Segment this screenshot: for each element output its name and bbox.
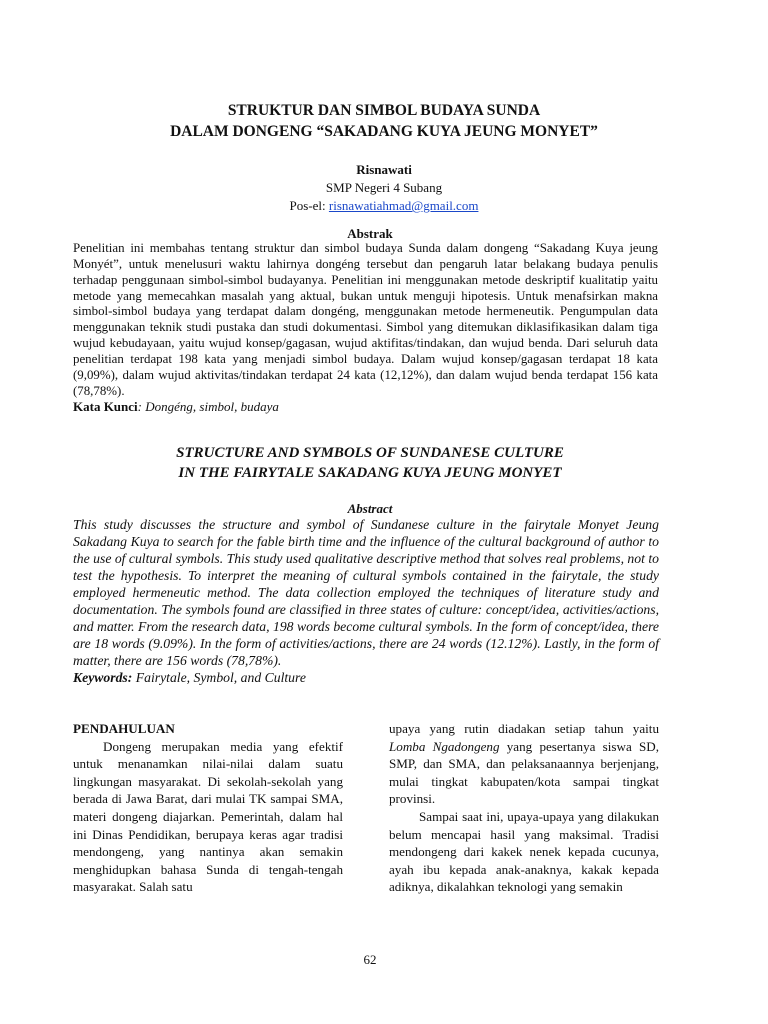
abstrak-body: Penelitian ini membahas tentang struktur dan simbol budaya Sunda dalam dongeng “Sakadang Kuya jeung Monyét”, untuk menelusuri waktu lahirnya dongéng tersebut dan pengaruh latar belakang budaya penulis terhadap penggunaan simbol-simbol budayanya. Penelitian ini menggunakan metode deskriptif kualitatip yaitu metode yang memecahkan masalah yang aktual, bukan untuk menguji hipotesis. Untuk menafsirkan makna simbol-simbol budaya yang terdapat dalam dongéng, menggunakan metode hermeneutik. Pengumpulan data menggunakan teknik studi pustaka dan studi dokumentasi. Simbol yang ditemukan diklasifikasikan dalam tiga wujud kebudayaan, yaitu wujud konsep/gagasan, wujud aktifitas/tindakan, dan wujud benda. Dari seluruh data penelitian terdapat 198 kata yang menjadi simbol budaya. Dalam wujud konsep/gagasan terdapat 18 kata (9,09%), dalam wujud aktivitas/tindakan terdapat 24 kata (12,12%), dan dalam wujud benda terdapat 156 kata (78,78%). [73,241,658,398]
page-number: 62 [363,952,377,967]
lomba-ngadongeng-term: Lomba Ngadongeng [389,738,500,754]
right-paragraph-2: Sampai saat ini, upaya-upaya yang dilakukan belum mencapai hasil yang maksimal. Tradisi mendongeng dari kakek nenek kepada cucunya, ayah ibu kepada anak-anaknya, kakak kepada adiknya, dikalahkan teknologi yang semakin [389,808,659,895]
english-title-line-1: STRUCTURE AND SYMBOLS OF SUNDANESE CULTURE [176,445,564,461]
title-line-2: DALAM DONGENG “SAKADANG KUYA JEUNG MONYET” [170,123,598,140]
english-title-line-2: IN THE FAIRYTALE SAKADANG KUYA JEUNG MONYET [178,465,562,481]
kata-kunci-label: Kata Kunci [73,399,138,415]
section-heading-pendahuluan: PENDAHULUAN [73,721,175,736]
kata-kunci-values: : Dongéng, simbol, budaya [137,399,279,415]
abstrak-section [73,241,658,415]
title-line-1: STRUKTUR DAN SIMBOL BUDAYA SUNDA [227,102,541,119]
article-title [0,100,768,142]
keywords-line [73,669,659,686]
left-column [73,720,343,896]
author-affiliation: SMP Negeri 4 Subang [325,180,443,195]
email-label: Pos-el: [289,198,326,213]
right-paragraph-1 [389,720,659,808]
author-name: Risnawati [356,162,412,177]
right-paragraph-1-text-b: yang pesertanya siswa SD, SMP, dan SMA, dan pelaksanaannya berjenjang, mulai tingkat kabupaten/kota sampai tingkat provinsi. [389,738,659,807]
abstract-heading: Abstract [347,501,393,516]
kata-kunci-line [73,399,658,415]
english-title [0,443,740,483]
author-block [0,161,768,215]
author-contact [0,197,768,215]
english-abstract-section [73,516,659,686]
right-paragraph-1-text-a: upaya yang rutin diadakan setiap tahun yaitu [389,721,659,736]
english-abstract-body: This study discusses the structure and symbol of Sundanese culture in the fairytale Monyet Jeung Sakadang Kuya to search for the fable birth time and the influence of the cultural background of author to the use of cultural symbols. This study used qualitative descriptive method that solves real problems, not to test the hypothesis. To interpret the meaning of cultural symbols contained in the fairytale, the study employed hermeneutic method. The data collection employed the techniques of literature study and documentation. The symbols found are classified in three states of culture: concept/idea, activities/actions, and matter. From the research data, 198 words become cultural symbols. In the form of concept/idea, there are 18 words (9.09%). In the form of activities/actions, there are 24 words (12.12%). Lastly, in the form of matter, there are 156 words (78,78%). [73,517,659,668]
keywords-label: Keywords: [73,670,133,685]
abstrak-heading: Abstrak [347,226,393,241]
right-column [389,720,659,896]
left-paragraph: Dongeng merupakan media yang efektif untuk menanamkan nilai-nilai dalam suatu lingkungan masyarakat. Di sekolah-sekolah yang berada di Jawa Barat, dari mulai TK sampai SMA, materi dongeng diajarkan. Pemerintah, dalam hal ini Dinas Pendidikan, berupaya keras agar tradisi mendongeng, yang nantinya akan semakin menghidupkan bahasa Sunda di tengah-tengah masyarakat. Salah satu [73,738,343,895]
keywords-values: Fairytale, Symbol, and Culture [135,670,306,685]
email-link[interactable]: risnawatiahmad@gmail.com [328,198,479,213]
